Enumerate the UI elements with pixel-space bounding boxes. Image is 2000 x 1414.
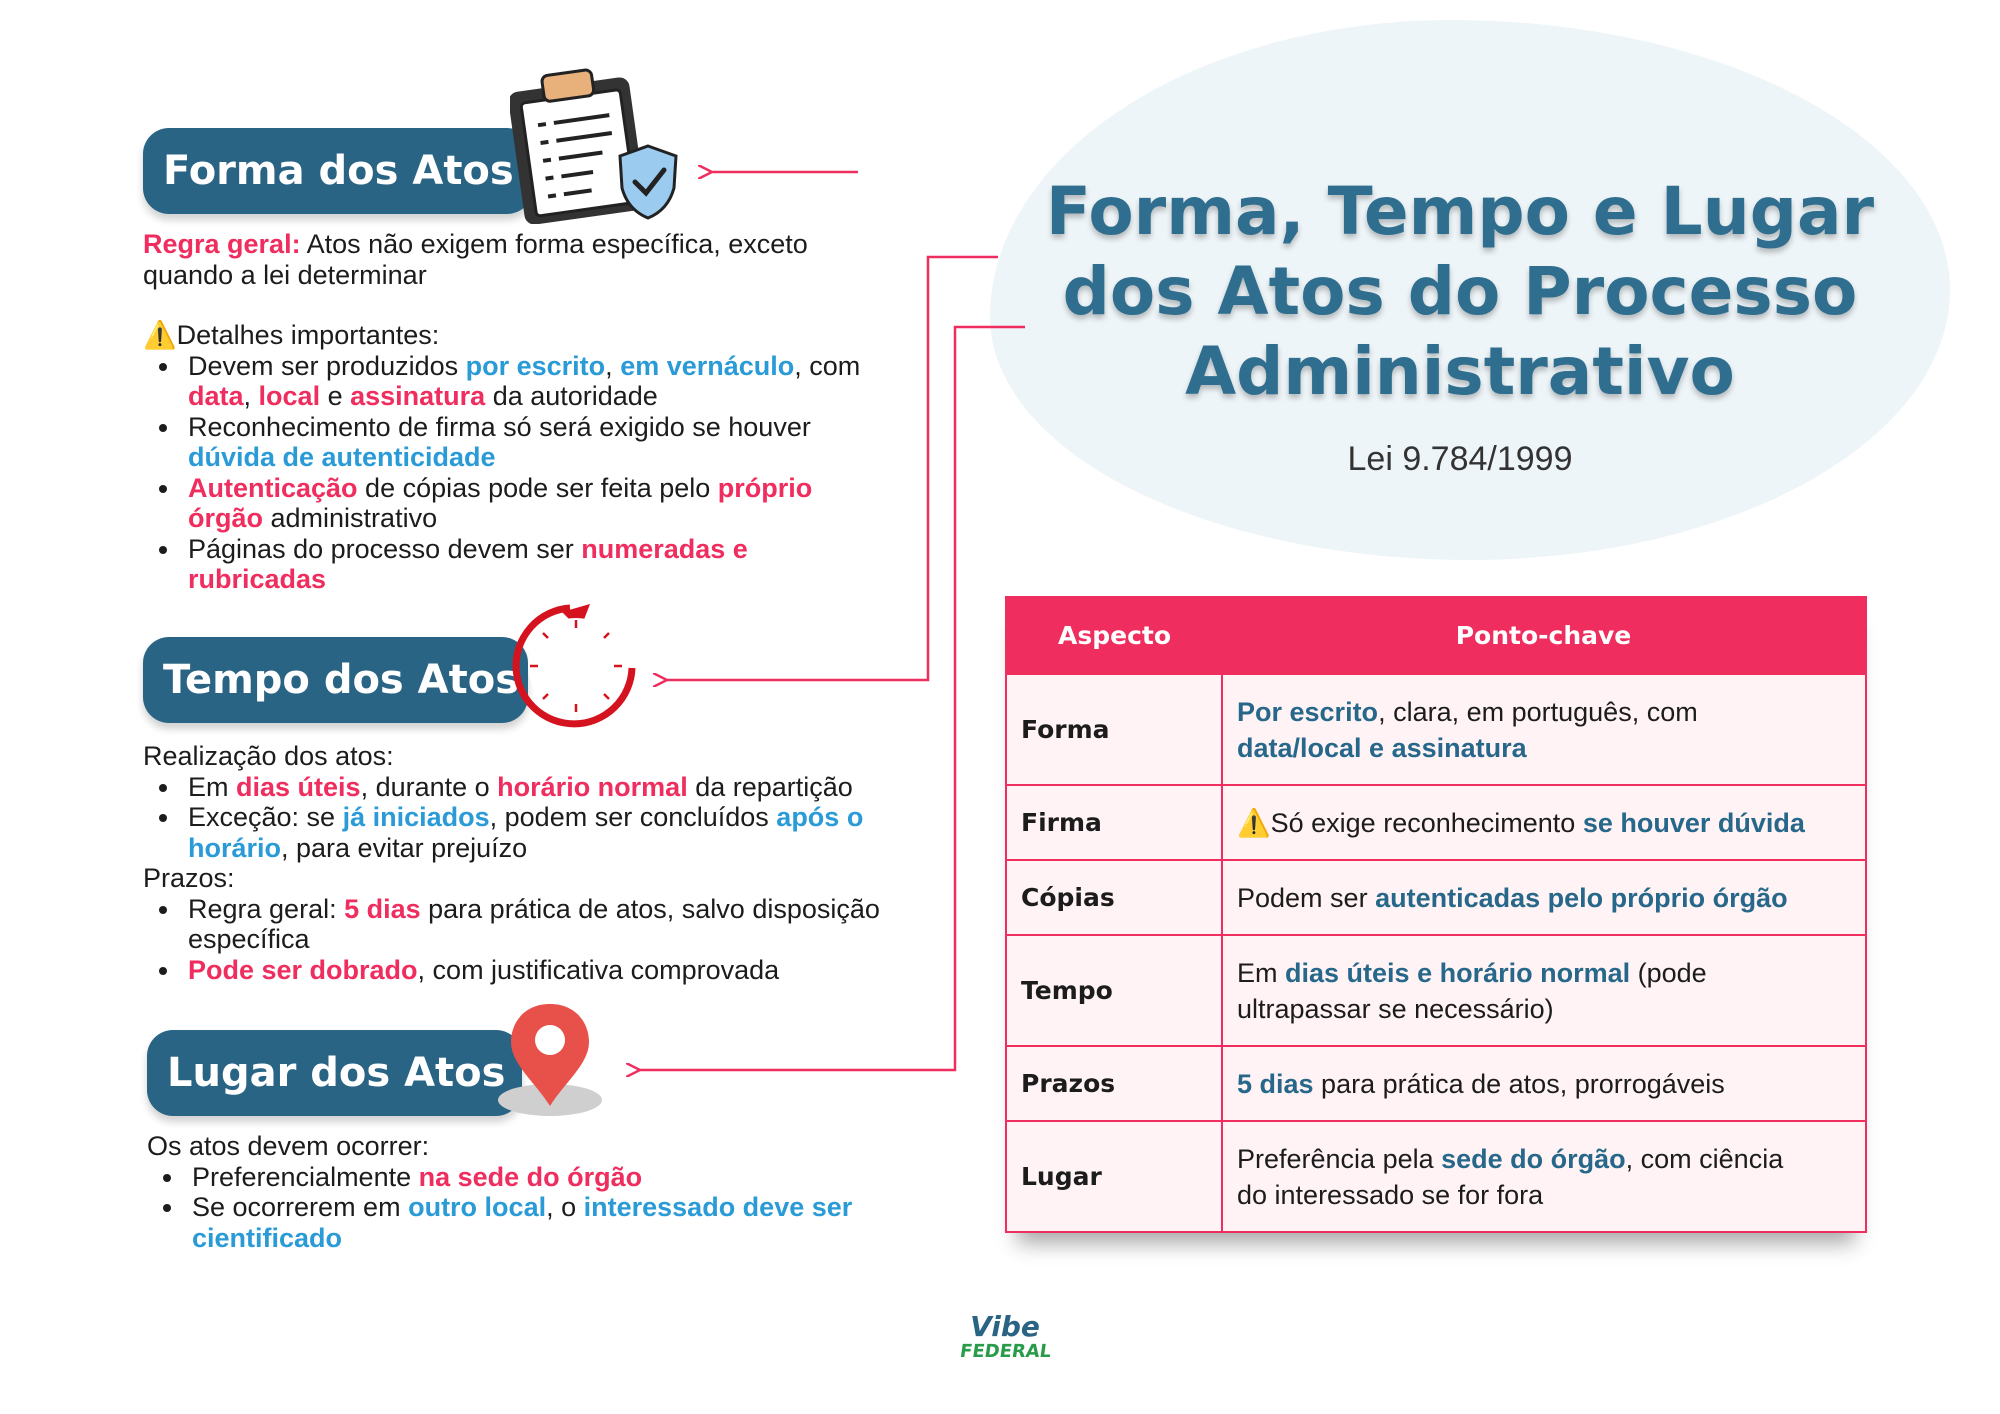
title-line-1: Forma, Tempo e Lugar: [1045, 173, 1875, 250]
law-subtitle: Lei 9.784/1999: [1347, 440, 1573, 478]
table-row: Lugar Preferência pela sede do órgão, com ciência do interessado se for fora: [1007, 1121, 1865, 1232]
vibe-federal-logo: [958, 1310, 1053, 1382]
lugar-text: [147, 1131, 947, 1253]
list-item: Em dias úteis, durante o horário normal da repartição: [143, 772, 973, 803]
forma-text: [143, 229, 943, 595]
forma-rule-cont: quando a lei determinar: [143, 259, 427, 290]
table-row: Prazos 5 dias para prática de atos, prorrogáveis: [1007, 1046, 1865, 1121]
title-line-3: Administrativo: [1185, 333, 1735, 410]
header-ponto-chave: Ponto-chave: [1222, 598, 1865, 674]
tempo-prazos-label: Prazos:: [143, 863, 235, 893]
page-title: [1010, 172, 1910, 412]
tempo-list-realizacao: [143, 772, 973, 864]
header-aspecto: Aspecto: [1007, 598, 1222, 674]
logo-line-2: FEDERAL: [958, 1341, 1053, 1362]
title-line-2: dos Atos do Processo: [1062, 253, 1858, 330]
lugar-heading: [147, 1030, 522, 1116]
list-item: Reconhecimento de firma só será exigido se houver dúvida de autenticidade: [143, 412, 943, 473]
summary-table: [1005, 596, 1867, 1233]
forma-details-label: ⚠️Detalhes importantes:: [143, 320, 440, 350]
forma-rule: Regra geral: Atos não exigem forma específica, exceto: [143, 229, 808, 259]
list-item: Se ocorrerem em outro local, o interessado deve ser cientificado: [147, 1192, 947, 1253]
tempo-list-prazos: [143, 894, 973, 986]
tempo-realizacao-label: Realização dos atos:: [143, 741, 394, 771]
clipboard-shield-icon: [510, 64, 685, 224]
lugar-list: [147, 1162, 947, 1254]
list-item: Exceção: se já iniciados, podem ser concluídos após o horário, para evitar prejuízo: [143, 802, 973, 863]
table-row: Cópias Podem ser autenticadas pelo próprio órgão: [1007, 860, 1865, 935]
lugar-heading-text: Lugar dos Atos: [167, 1050, 506, 1096]
tempo-text: [143, 741, 973, 985]
forma-heading: [143, 128, 533, 214]
list-item: Devem ser produzidos por escrito, em vernáculo, com data, local e assinatura da autoridade: [143, 351, 943, 412]
table-row: Forma Por escrito, clara, em português, com data/local e assinatura: [1007, 674, 1865, 785]
tempo-heading-text: Tempo dos Atos: [163, 657, 520, 703]
forma-list: [143, 351, 943, 595]
list-item: Páginas do processo devem ser numeradas e rubricadas: [143, 534, 943, 595]
list-item: Regra geral: 5 dias para prática de atos, salvo disposição específica: [143, 894, 973, 955]
lugar-intro: Os atos devem ocorrer:: [147, 1131, 430, 1161]
warning-icon: ⚠️: [1237, 807, 1271, 838]
table-row: Tempo Em dias úteis e horário normal (pode ultrapassar se necessário): [1007, 935, 1865, 1046]
logo-line-1: Vibe: [970, 1310, 1040, 1343]
list-item: Autenticação de cópias pode ser feita pelo próprio órgão administrativo: [143, 473, 943, 534]
list-item: Pode ser dobrado, com justificativa comprovada: [143, 955, 973, 986]
tempo-heading: [143, 637, 528, 723]
forma-heading-text: Forma dos Atos: [163, 148, 514, 194]
list-item: Preferencialmente na sede do órgão: [147, 1162, 947, 1193]
clock-arrow-icon: [510, 598, 640, 733]
table-row: Firma ⚠️Só exige reconhecimento se houver dúvida: [1007, 785, 1865, 860]
warning-icon: ⚠️: [143, 320, 177, 350]
map-pin-icon: [495, 1000, 605, 1120]
